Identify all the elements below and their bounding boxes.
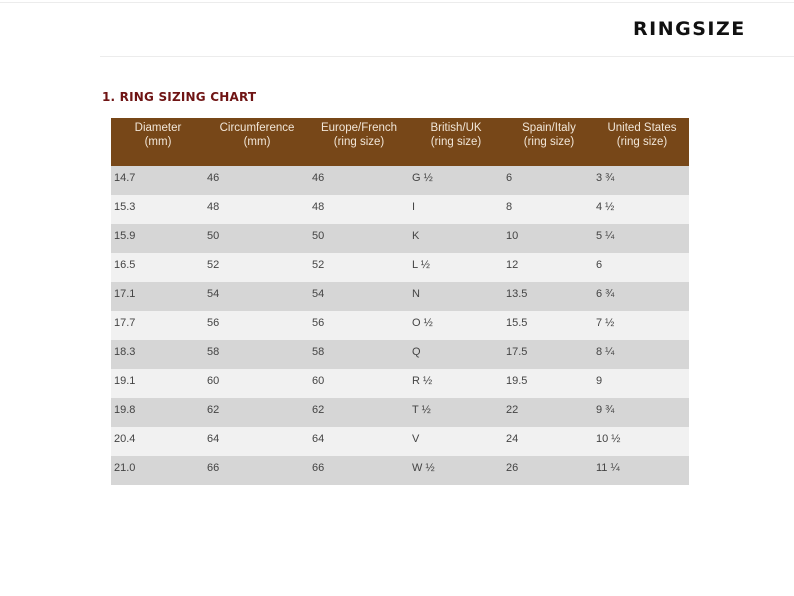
table-cell [309,166,409,195]
table-cell [111,195,205,224]
cell-value: 17.7 [114,316,136,329]
table-row [111,398,689,427]
cell-value: W ½ [412,461,435,474]
cell-value: 66 [207,461,220,474]
table-cell [205,224,309,253]
cell-value: 48 [207,200,220,213]
table-row [111,224,689,253]
cell-value: 58 [207,345,220,358]
table-row [111,166,689,195]
cell-value: 20.4 [114,432,136,445]
table-row [111,282,689,311]
table-cell [595,282,689,311]
cell-value: G ½ [412,171,433,184]
table-cell [205,311,309,340]
table-cell [205,398,309,427]
cell-value: 56 [312,316,325,329]
table-cell [409,166,503,195]
cell-value: 13.5 [506,287,528,300]
table-cell [595,195,689,224]
cell-value: 62 [312,403,325,416]
table-cell [595,166,689,195]
cell-value: 56 [207,316,220,329]
table-cell [309,398,409,427]
cell-value: 7 ½ [596,316,615,329]
table-cell [595,427,689,456]
table-row [111,456,689,485]
table-cell [409,369,503,398]
cell-value: 54 [312,287,325,300]
cell-value: 26 [506,461,519,474]
cell-value: 62 [207,403,220,416]
table-body [111,166,689,485]
table-cell [205,253,309,282]
table-cell [409,253,503,282]
table-cell [595,224,689,253]
cell-value: L ½ [412,258,430,271]
cell-value: 9 [596,374,603,387]
cell-value: Q [412,345,421,358]
table-cell [503,456,595,485]
cell-value: 16.5 [114,258,136,271]
cell-value: 18.3 [114,345,136,358]
table-cell [205,456,309,485]
table-cell [503,398,595,427]
table-header-row [111,118,689,166]
cell-value: 54 [207,287,220,300]
table-cell [309,340,409,369]
cell-value: 8 ¼ [596,345,615,358]
cell-value: 50 [312,229,325,242]
table-cell [111,340,205,369]
table-cell [503,253,595,282]
table-cell [111,369,205,398]
column-header-circumference: Circumference (mm) [205,118,309,166]
table-cell [595,311,689,340]
column-header-europe-french: Europe/French (ring size) [309,118,409,166]
table-cell [111,311,205,340]
table-cell [503,369,595,398]
brand-logo-text[interactable]: RINGSIZE [633,18,746,40]
cell-value: 66 [312,461,325,474]
column-header-british-uk: British/UK (ring size) [409,118,503,166]
table-cell [595,456,689,485]
column-header-united-states: United States (ring size) [595,118,689,166]
table-cell [205,195,309,224]
table-cell [111,427,205,456]
cell-value: 19.1 [114,374,136,387]
table-cell [409,224,503,253]
cell-value: 60 [312,374,325,387]
cell-value: 52 [207,258,220,271]
top-divider [0,2,794,3]
table-cell [503,282,595,311]
table-cell [111,282,205,311]
table-cell [503,427,595,456]
cell-value: 3 ¾ [596,171,615,184]
table-cell [111,224,205,253]
cell-value: 48 [312,200,325,213]
table-cell [503,195,595,224]
cell-value: 17.1 [114,287,136,300]
table-cell [503,311,595,340]
cell-value: 21.0 [114,461,136,474]
cell-value: 19.8 [114,403,136,416]
cell-value: 15.9 [114,229,136,242]
table-cell [205,369,309,398]
table-cell [309,427,409,456]
cell-value: 24 [506,432,519,445]
cell-value: 6 [596,258,603,271]
cell-value: 17.5 [506,345,528,358]
table-cell [409,427,503,456]
header-divider [100,56,794,57]
cell-value: 10 ½ [596,432,621,445]
cell-value: 58 [312,345,325,358]
table-cell [503,166,595,195]
table-cell [309,253,409,282]
table-cell [409,311,503,340]
cell-value: I [412,200,416,213]
table-row [111,427,689,456]
table-cell [111,398,205,427]
cell-value: 4 ½ [596,200,615,213]
table-cell [595,340,689,369]
cell-value: 15.3 [114,200,136,213]
cell-value: 64 [207,432,220,445]
table-cell [205,282,309,311]
cell-value: V [412,432,420,445]
cell-value: T ½ [412,403,431,416]
cell-value: R ½ [412,374,433,387]
cell-value: 6 [506,171,513,184]
table-cell [309,195,409,224]
cell-value: 12 [506,258,519,271]
table-row [111,253,689,282]
table-cell [309,456,409,485]
table-cell [503,340,595,369]
cell-value: 64 [312,432,325,445]
cell-value: 19.5 [506,374,528,387]
table-row [111,311,689,340]
table-cell [503,224,595,253]
cell-value: N [412,287,420,300]
table-cell [409,456,503,485]
cell-value: 60 [207,374,220,387]
table-cell [309,369,409,398]
cell-value: 14.7 [114,171,136,184]
cell-value: 8 [506,200,513,213]
table-cell [309,282,409,311]
table-cell [595,398,689,427]
section-title: 1. RING SIZING CHART [102,90,257,104]
table-cell [205,427,309,456]
cell-value: 46 [312,171,325,184]
table-row [111,195,689,224]
cell-value: 9 ¾ [596,403,615,416]
table-cell [309,311,409,340]
table-cell [409,282,503,311]
cell-value: 10 [506,229,519,242]
cell-value: K [412,229,420,242]
cell-value: 5 ¼ [596,229,615,242]
table-cell [111,253,205,282]
cell-value: 22 [506,403,519,416]
table-cell [205,340,309,369]
cell-value: 6 ¾ [596,287,615,300]
table-cell [205,166,309,195]
table-row [111,369,689,398]
cell-value: 46 [207,171,220,184]
cell-value: 11 ¼ [596,461,620,474]
table-cell [409,340,503,369]
ring-sizing-table [111,118,689,485]
column-header-diameter: Diameter (mm) [111,118,205,166]
table-row [111,340,689,369]
table-cell [409,398,503,427]
cell-value: 15.5 [506,316,528,329]
cell-value: 52 [312,258,325,271]
table-cell [409,195,503,224]
table-cell [595,253,689,282]
cell-value: 50 [207,229,220,242]
table-cell [111,456,205,485]
table-cell [111,166,205,195]
column-header-spain-italy: Spain/Italy (ring size) [503,118,595,166]
cell-value: O ½ [412,316,433,329]
table-cell [595,369,689,398]
table-cell [309,224,409,253]
